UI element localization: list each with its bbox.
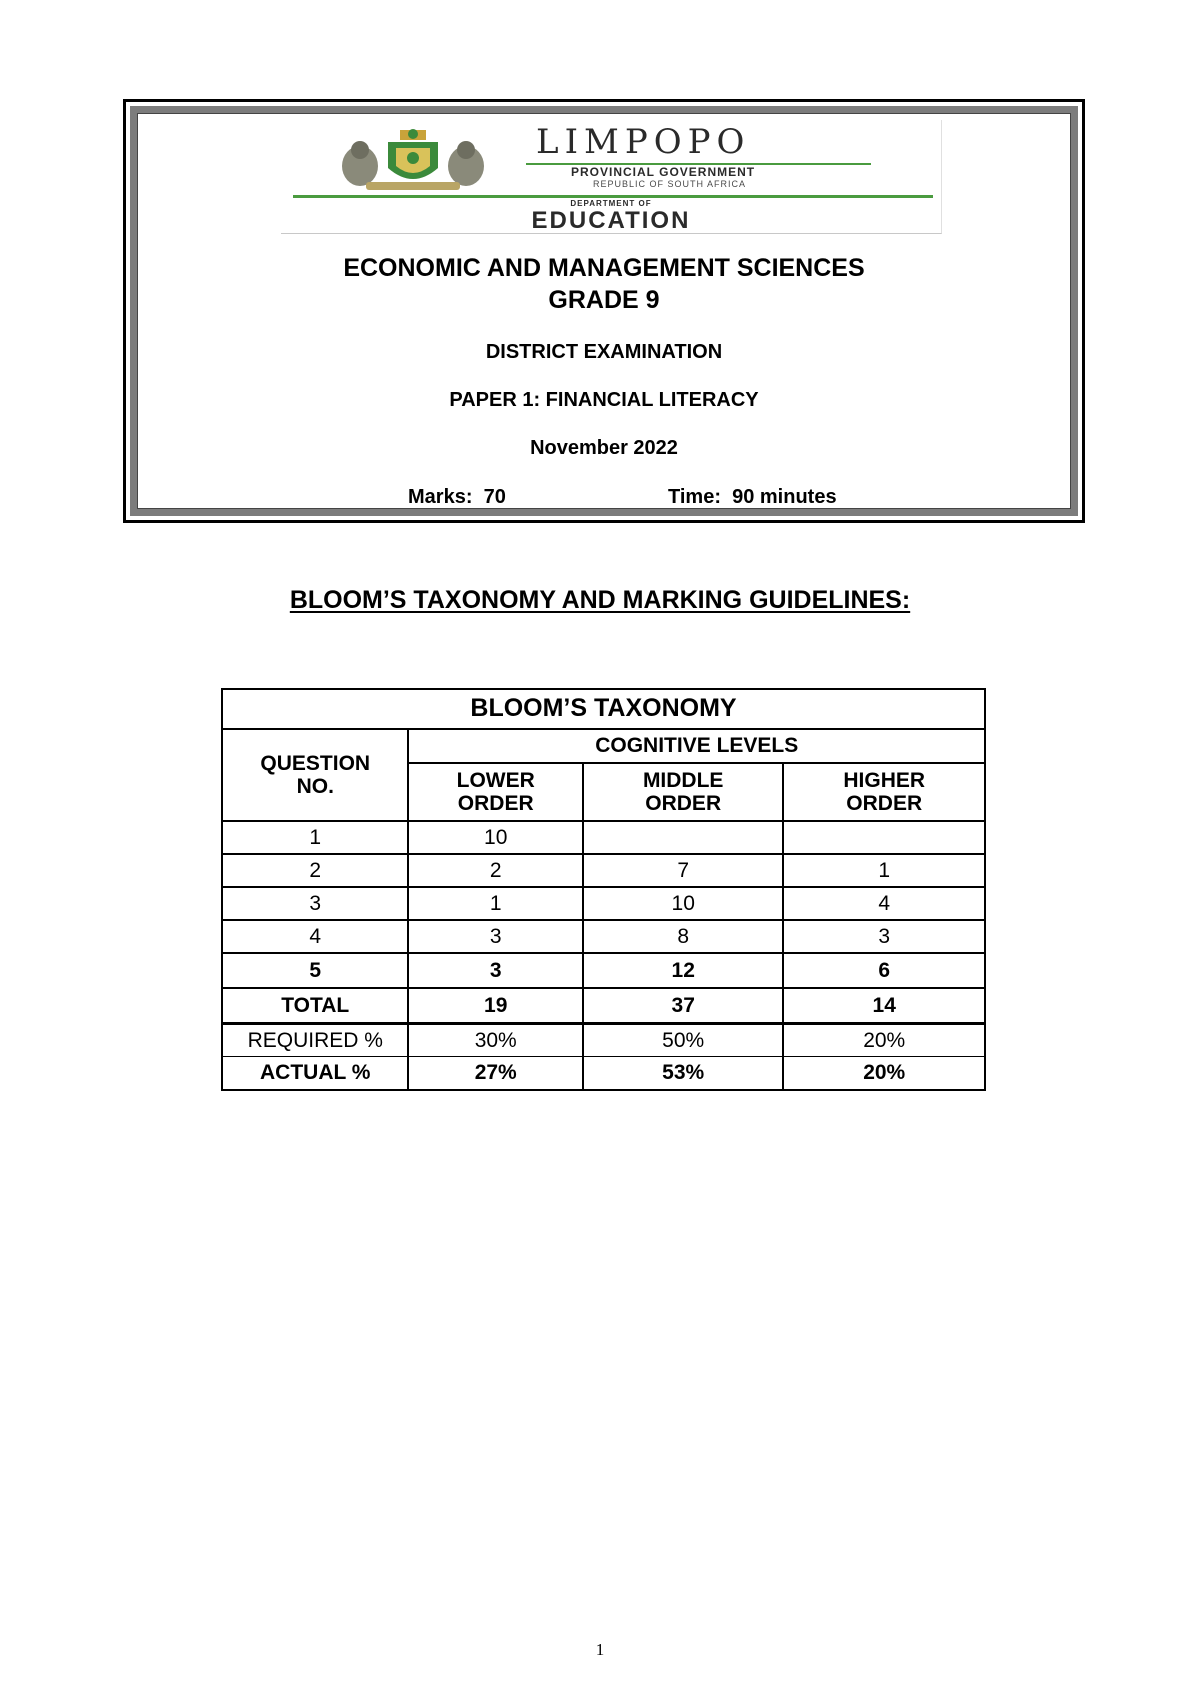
lower-order-cell: 1: [408, 887, 582, 920]
middle-order-header-line2: ORDER: [645, 792, 722, 815]
question-cell: 1: [222, 821, 408, 854]
required-higher-order: 20%: [783, 1024, 985, 1057]
cover-box: [123, 99, 1085, 523]
actual-higher-order: 20%: [783, 1057, 985, 1091]
marks-label: Marks: 70: [408, 486, 506, 508]
actual-percent-row: [222, 1057, 985, 1091]
table-title: BLOOM’S TAXONOMY: [222, 689, 985, 729]
higher-order-header-line2: ORDER: [846, 792, 923, 815]
higher-order-cell: [783, 821, 985, 854]
time-label: Time: 90 minutes: [668, 486, 837, 508]
table-row: [222, 887, 985, 920]
logo-name: LIMPOPO: [536, 122, 751, 162]
table-row: [222, 920, 985, 953]
higher-order-cell: 6: [783, 953, 985, 988]
middle-order-cell: 7: [583, 854, 784, 887]
actual-middle-order: 53%: [583, 1057, 784, 1091]
higher-order-cell: 4: [783, 887, 985, 920]
question-cell: 2: [222, 854, 408, 887]
section-heading: BLOOM’S TAXONOMY AND MARKING GUIDELINES:: [289, 586, 911, 614]
higher-order-cell: 1: [783, 854, 985, 887]
actual-lower-order: 27%: [408, 1057, 582, 1091]
middle-order-header: [583, 763, 784, 821]
logo-department: EDUCATION: [531, 207, 691, 234]
coat-of-arms-icon: [338, 128, 488, 192]
question-cell: 4: [222, 920, 408, 953]
table-row: [222, 953, 985, 988]
department-logo: [281, 120, 942, 234]
required-middle-order: 50%: [583, 1024, 784, 1057]
total-label: TOTAL: [222, 988, 408, 1024]
question-number-header: [222, 729, 408, 821]
question-cell: 5: [222, 953, 408, 988]
logo-department-of: DEPARTMENT OF: [570, 199, 652, 208]
middle-order-cell: 8: [583, 920, 784, 953]
lower-order-header-line1: LOWER: [456, 768, 535, 792]
subject-title: ECONOMIC AND MANAGEMENT SCIENCES: [343, 254, 865, 282]
lower-order-cell: 3: [408, 920, 582, 953]
logo-green-divider: [293, 195, 933, 198]
lower-order-cell: 3: [408, 953, 582, 988]
blooms-taxonomy-table: [221, 688, 986, 1091]
lower-order-cell: 10: [408, 821, 582, 854]
lower-order-header-line2: ORDER: [457, 792, 534, 815]
question-header-line1: QUESTION: [260, 751, 371, 775]
question-header-line2: NO.: [296, 775, 334, 798]
required-label: REQUIRED %: [222, 1024, 408, 1057]
middle-order-cell: 10: [583, 887, 784, 920]
grade-title: GRADE 9: [548, 286, 660, 314]
cover-content: [137, 113, 1071, 509]
total-middle-order: 37: [583, 988, 784, 1024]
logo-republic: REPUBLIC OF SOUTH AFRICA: [593, 179, 747, 189]
lower-order-cell: 2: [408, 854, 582, 887]
middle-order-cell: 12: [583, 953, 784, 988]
actual-label: ACTUAL %: [222, 1057, 408, 1091]
exam-date: November 2022: [530, 437, 678, 459]
exam-title: DISTRICT EXAMINATION: [485, 341, 723, 363]
middle-order-cell: [583, 821, 784, 854]
total-higher-order: 14: [783, 988, 985, 1024]
cognitive-levels-header: COGNITIVE LEVELS: [408, 729, 985, 763]
higher-order-header: [783, 763, 985, 821]
total-row: [222, 988, 985, 1024]
lower-order-header: [408, 763, 582, 821]
higher-order-cell: 3: [783, 920, 985, 953]
table-row: [222, 821, 985, 854]
cover-frame: [130, 106, 1078, 516]
total-lower-order: 19: [408, 988, 582, 1024]
table-row: [222, 854, 985, 887]
page-number: 1: [595, 1640, 605, 1659]
middle-order-header-line1: MIDDLE: [642, 768, 724, 792]
required-lower-order: 30%: [408, 1024, 582, 1057]
paper-title: PAPER 1: FINANCIAL LITERACY: [449, 389, 759, 411]
logo-provincial: PROVINCIAL GOVERNMENT: [571, 165, 756, 179]
higher-order-header-line1: HIGHER: [843, 768, 926, 792]
question-cell: 3: [222, 887, 408, 920]
required-percent-row: [222, 1024, 985, 1057]
